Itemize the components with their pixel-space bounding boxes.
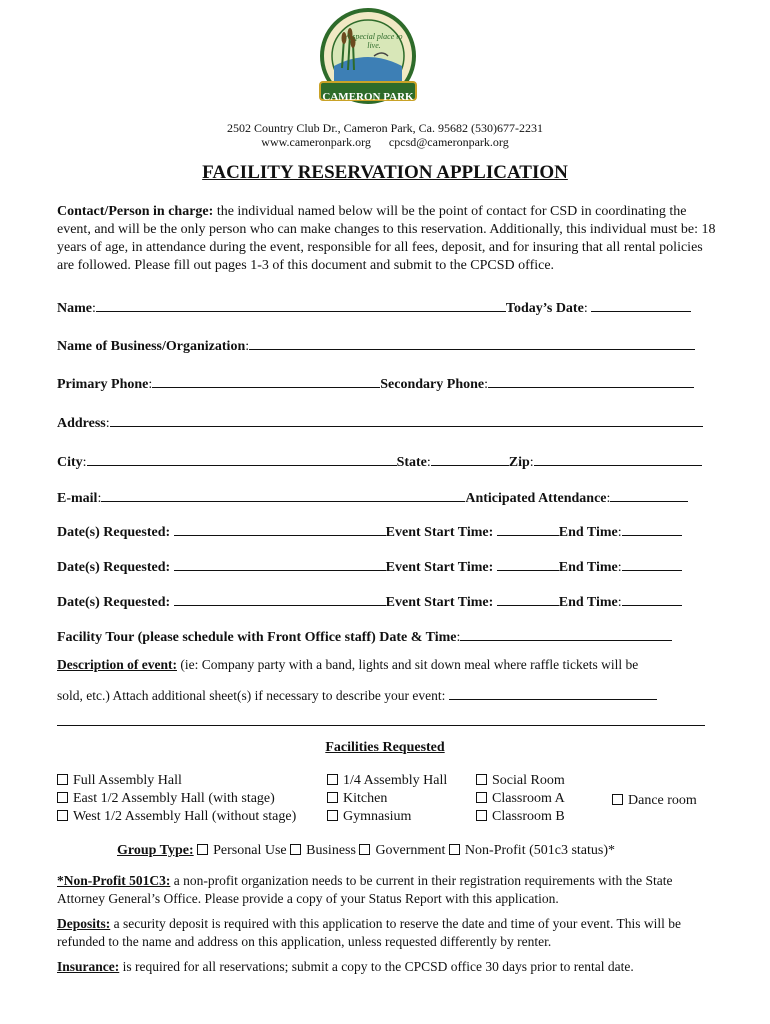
cameron-park-logo [312,8,424,112]
tour-row: Facility Tour (please schedule with Front Office staff) Date & Time: [57,626,712,646]
group-option-label: Non-Profit (501c3 status)* [464,843,616,858]
todays-date-label: Today’s Date [505,301,584,316]
date-requested-field-3[interactable] [174,591,386,606]
end-time-label: End Time [558,560,618,575]
insurance-paragraph [57,958,722,976]
description-row-2 [57,685,712,704]
description-text-1: (ie: Company party with a band, lights and sit down meal where raffle tickets will be [176,657,639,672]
primary-phone-field[interactable] [152,373,380,388]
facility-option[interactable] [476,790,565,808]
intro-paragraph [57,203,722,275]
description-row [57,657,712,673]
nonprofit-text: a non-profit organization needs to be current in their registration requirements with the State Attorney General’s Office. Please provide a copy of your Status Report with this application. [57,873,673,906]
checkbox[interactable] [449,844,460,855]
facilities-col-4 [612,792,697,810]
description-label: Description of event: [57,657,177,672]
description-field[interactable] [449,685,657,700]
checkbox[interactable] [57,792,68,803]
date-row-1: Date(s) Requested: Event Start Time: End Time: [57,521,712,541]
end-time-field-2[interactable] [622,556,682,571]
description-field-line[interactable] [57,725,705,726]
facility-option[interactable] [327,808,447,826]
state-label: State [396,455,427,470]
facility-label: West 1/2 Assembly Hall (without stage) [73,809,297,824]
facility-label: Dance room [628,793,697,808]
intro-text: the individual named below will be the point of contact for CSD in coordinating the event, and will be the only person who can make changes to this reservation. Additionally, this individual must be: 18 years of age, in attendance during the event, responsible for all fees, deposit, and for insuring that all rental policies are followed. Please fill out pages 1-3 of this document and submit to the CPCSD office. [57,204,716,273]
facility-label: Social Room [492,773,565,788]
deposits-text: a security deposit is required with this application to reserve the date and time of your event. This will be refunded to the name and address on this application, unless requested differently by renter. [57,916,681,949]
group-type-row [117,843,615,859]
end-time-label: End Time [558,525,618,540]
business-label: Name of Business/Organization [57,339,246,354]
group-option-label: Business [306,843,356,858]
facility-option[interactable] [327,790,447,808]
city-label: City [57,455,83,470]
page-title: FACILITY RESERVATION APPLICATION [202,162,568,183]
business-field[interactable] [249,335,695,350]
name-row: Name: Today’s Date: [57,297,712,317]
checkbox[interactable] [327,792,338,803]
group-option-label: Personal Use [213,843,287,858]
attendance-field[interactable] [610,487,688,502]
primary-phone-label: Primary Phone [57,377,149,392]
event-start-field-2[interactable] [497,556,559,571]
end-time-field-3[interactable] [622,591,682,606]
nonprofit-label: *Non-Profit 501C3: [57,873,171,888]
checkbox[interactable] [359,844,370,855]
tour-field[interactable] [460,626,672,641]
event-start-field-3[interactable] [497,591,559,606]
event-start-field-1[interactable] [497,521,559,536]
business-row: Name of Business/Organization: [57,335,712,355]
dates-requested-label: Date(s) Requested: [57,560,171,575]
name-label: Name [57,301,92,316]
facility-option[interactable] [476,808,565,826]
nonprofit-paragraph [57,872,722,908]
todays-date-field[interactable] [591,297,691,312]
facilities-heading: Facilities Requested [325,740,445,755]
group-type-label: Group Type: [117,843,194,858]
facility-label: Gymnasium [343,809,412,824]
facility-label: Classroom B [492,809,565,824]
zip-label: Zip [508,455,530,470]
checkbox[interactable] [290,844,301,855]
facility-option[interactable] [57,790,296,808]
city-field[interactable] [87,451,397,466]
phone-row: Primary Phone: Secondary Phone: [57,373,712,393]
attendance-label: Anticipated Attendance [465,491,607,506]
facilities-col-2 [327,772,447,826]
dates-requested-label: Date(s) Requested: [57,595,171,610]
end-time-label: End Time [558,595,618,610]
checkbox[interactable] [197,844,208,855]
facility-option[interactable] [612,792,697,810]
facility-option[interactable] [327,772,447,790]
facility-option[interactable] [57,808,296,826]
checkbox[interactable] [57,810,68,821]
event-start-label: Event Start Time: [385,560,494,575]
website-link[interactable]: www.cameronpark.org [261,135,371,149]
facility-label: Full Assembly Hall [73,773,182,788]
facility-label: 1/4 Assembly Hall [343,773,448,788]
facility-label: Classroom A [492,791,565,806]
header-address: 2502 Country Club Dr., Cameron Park, Ca. 95682 (530)677-2231 [227,121,543,135]
description-text-2: sold, etc.) Attach additional sheet(s) if necessary to describe your event: [57,688,446,703]
date-row-2: Date(s) Requested: Event Start Time: End Time: [57,556,712,576]
checkbox[interactable] [476,810,487,821]
address-label: Address [57,416,106,431]
logo-banner-text: CAMERON PARK [322,91,414,103]
checkbox[interactable] [327,810,338,821]
insurance-text: is required for all reservations; submit a copy to the CPCSD office 30 days prior to rental date. [119,959,634,974]
facilities-col-1 [57,772,296,826]
secondary-phone-label: Secondary Phone [380,377,485,392]
end-time-field-1[interactable] [622,521,682,536]
tour-label: Facility Tour (please schedule with Front Office staff) Date & Time [57,630,457,645]
logo-tagline: A special place to live. [345,32,403,50]
event-start-label: Event Start Time: [385,525,494,540]
address-field[interactable] [110,412,703,427]
state-field[interactable] [431,451,509,466]
facility-option[interactable] [57,772,296,790]
facility-label: East 1/2 Assembly Hall (with stage) [73,791,275,806]
facilities-col-3 [476,772,565,826]
email-row: E-mail: Anticipated Attendance: [57,487,712,507]
email-field[interactable] [101,487,465,502]
group-option-label: Government [375,843,446,858]
checkbox[interactable] [327,774,338,785]
insurance-label: Insurance: [57,959,120,974]
address-row: Address: [57,412,712,432]
deposits-paragraph [57,915,722,951]
dates-requested-label: Date(s) Requested: [57,525,171,540]
facility-label: Kitchen [343,791,388,806]
city-row: City: State: Zip: [57,451,712,471]
checkbox[interactable] [476,792,487,803]
checkbox[interactable] [612,794,623,805]
name-field[interactable] [96,297,506,312]
date-requested-field-1[interactable] [174,521,386,536]
checkbox[interactable] [57,774,68,785]
facility-option[interactable] [476,772,565,790]
email-link[interactable]: cpcsd@cameronpark.org [388,135,509,149]
email-label: E-mail [57,491,98,506]
date-row-3: Date(s) Requested: Event Start Time: End Time: [57,591,712,611]
checkbox[interactable] [476,774,487,785]
date-requested-field-2[interactable] [174,556,386,571]
secondary-phone-field[interactable] [488,373,694,388]
intro-label: Contact/Person in charge: [57,204,214,219]
header-contact [0,135,770,149]
zip-field[interactable] [534,451,702,466]
event-start-label: Event Start Time: [385,595,494,610]
deposits-label: Deposits: [57,916,111,931]
